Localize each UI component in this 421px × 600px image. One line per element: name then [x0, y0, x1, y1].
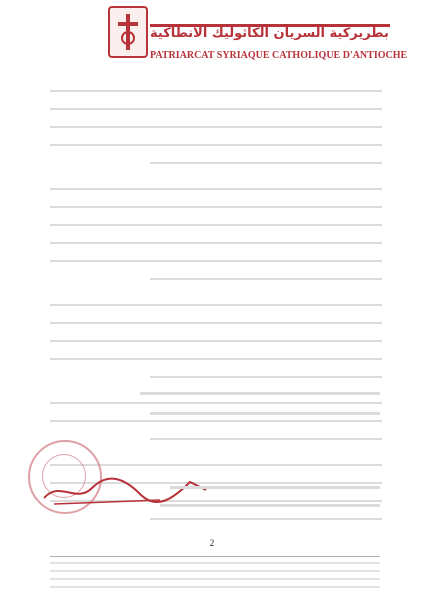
footer-address-line: [50, 586, 380, 588]
footer-address-line: [50, 562, 380, 564]
footer-divider: [50, 556, 380, 557]
text-line: [50, 188, 382, 190]
page-number: 2: [209, 538, 215, 548]
text-line: [50, 260, 382, 262]
letterhead-french-name: PATRIARCAT SYRIAQUE CATHOLIQUE D'ANTIOCHE: [150, 50, 408, 61]
paragraph: [50, 90, 382, 180]
text-line: [50, 304, 382, 306]
text-line: [50, 322, 382, 324]
signatory-name: [170, 486, 380, 489]
text-line: [150, 376, 382, 378]
letterhead: [0, 0, 421, 90]
text-line: [50, 402, 382, 404]
text-line: [50, 108, 382, 110]
text-line: [50, 420, 382, 422]
paragraph: [50, 304, 382, 394]
text-line: [150, 518, 382, 520]
text-line: [150, 438, 382, 440]
footer-address-line: [50, 570, 380, 572]
signatory-title: [160, 504, 380, 507]
patriarchate-logo: [108, 6, 148, 58]
closing-formula: [150, 412, 380, 415]
closing-blessing: [140, 392, 380, 395]
text-line: [150, 162, 382, 164]
text-line: [50, 206, 382, 208]
letterhead-arabic-name: بطريركية السريان الكاثوليك الأنطاكية: [150, 26, 389, 41]
text-line: [50, 126, 382, 128]
text-line: [50, 90, 382, 92]
text-line: [50, 144, 382, 146]
paragraph: [50, 188, 382, 296]
text-line: [50, 358, 382, 360]
text-line: [150, 278, 382, 280]
text-line: [50, 242, 382, 244]
text-line: [50, 224, 382, 226]
footer-address-line: [50, 578, 380, 580]
paragraph: [50, 402, 382, 456]
letterhead-syriac-name: [150, 10, 390, 27]
text-line: [50, 340, 382, 342]
